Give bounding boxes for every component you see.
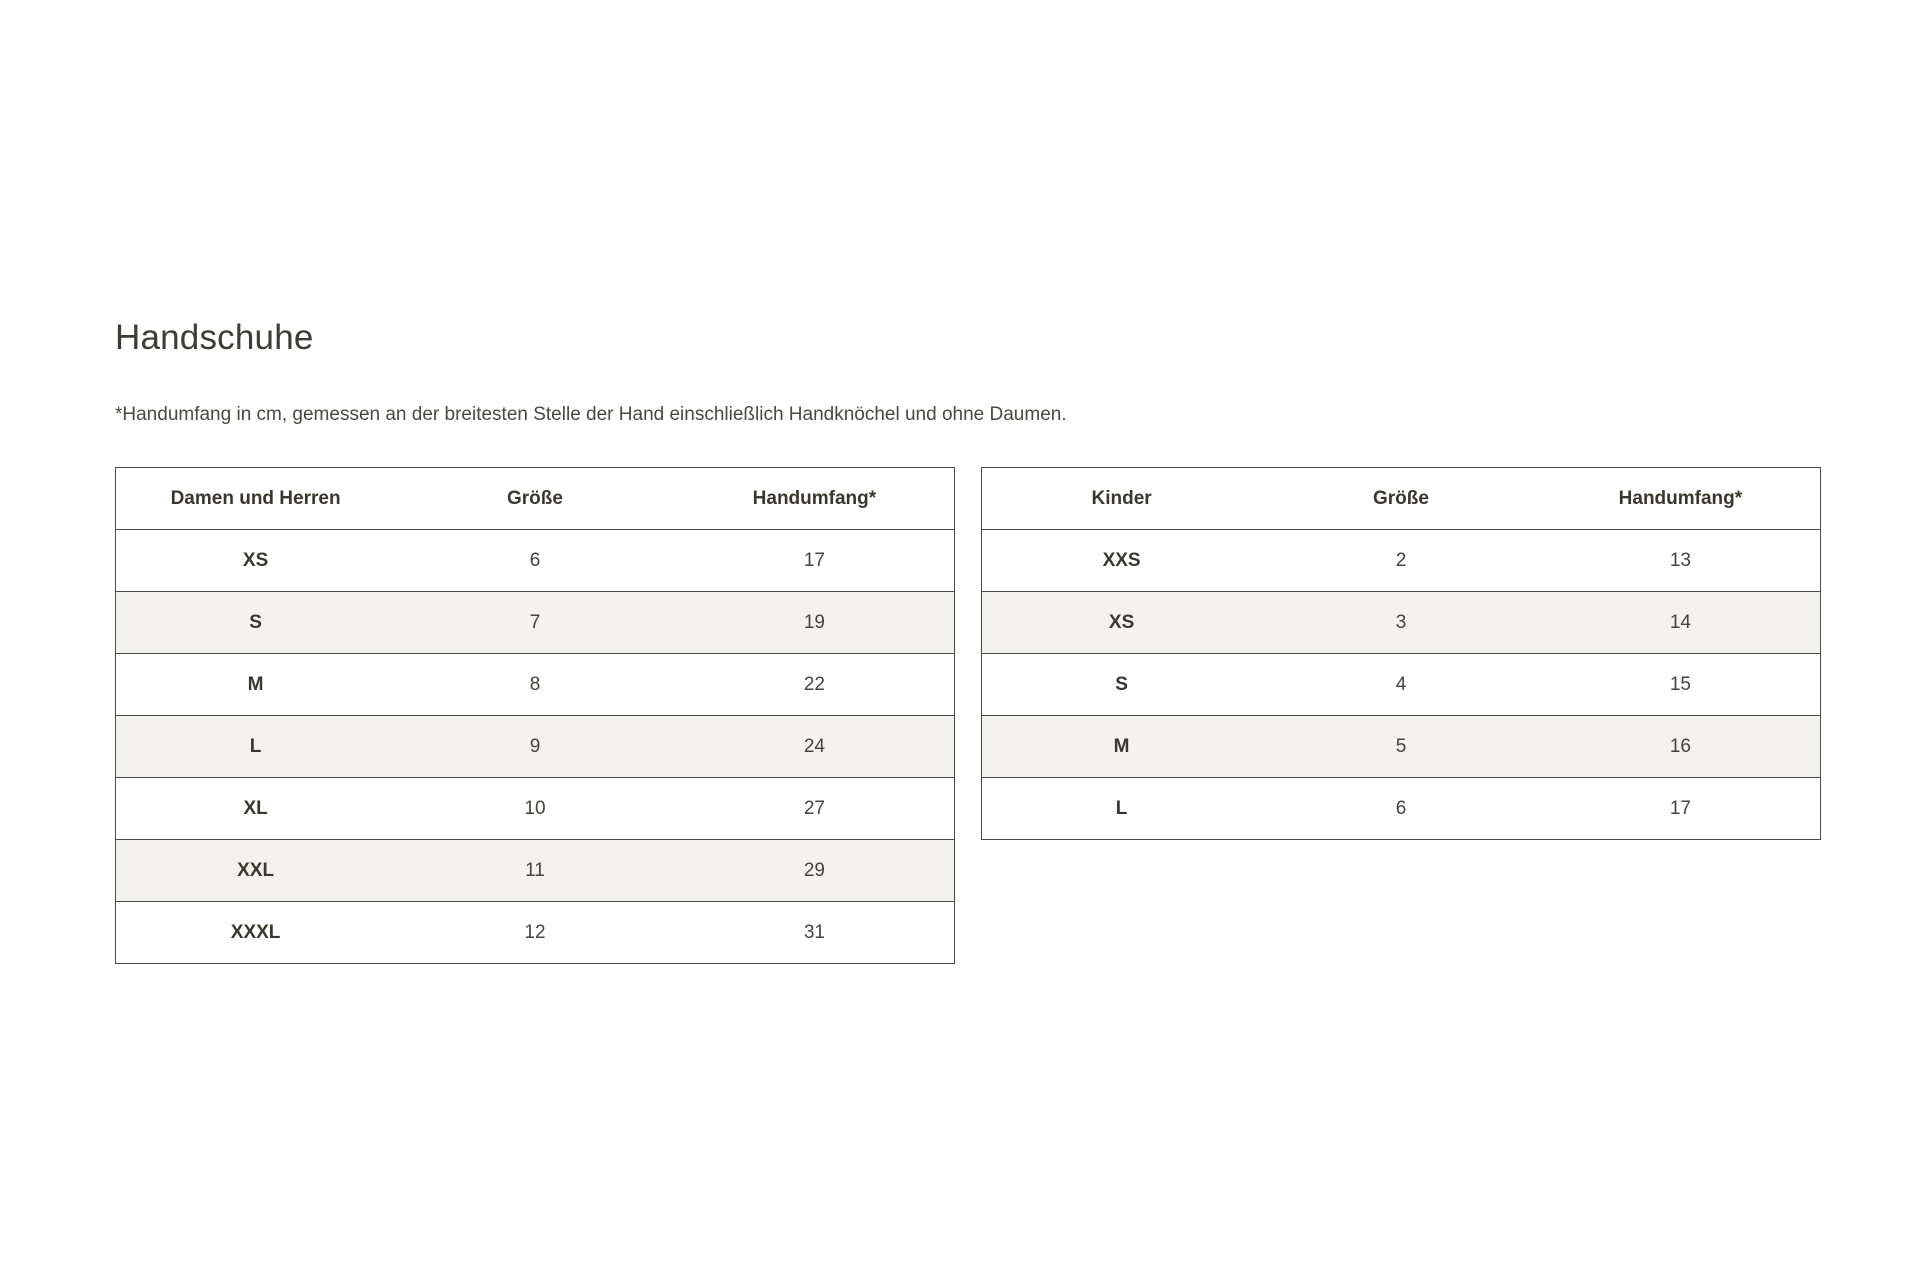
size-number-cell: 11 [395, 840, 675, 902]
size-number-cell: 9 [395, 716, 675, 778]
size-label-cell: M [116, 654, 396, 716]
column-header-hand-circumference: Handumfang* [675, 468, 955, 530]
size-label-cell: XXS [982, 530, 1262, 592]
table-row [116, 902, 955, 964]
table-row [982, 592, 1821, 654]
size-label-cell: XXL [116, 840, 396, 902]
page-title: Handschuhe [115, 318, 314, 357]
size-number-cell: 10 [395, 778, 675, 840]
size-number-cell: 5 [1261, 716, 1541, 778]
column-header-category: Kinder [982, 468, 1262, 530]
hand-circumference-cell: 22 [675, 654, 955, 716]
hand-circumference-cell: 31 [675, 902, 955, 964]
hand-circumference-cell: 27 [675, 778, 955, 840]
hand-circumference-cell: 19 [675, 592, 955, 654]
table-header-row [982, 468, 1821, 530]
table-row [116, 654, 955, 716]
table-row [116, 592, 955, 654]
hand-circumference-cell: 13 [1541, 530, 1821, 592]
table-row [116, 840, 955, 902]
size-label-cell: S [116, 592, 396, 654]
column-header-hand-circumference: Handumfang* [1541, 468, 1821, 530]
size-number-cell: 7 [395, 592, 675, 654]
size-number-cell: 6 [1261, 778, 1541, 840]
table-row [982, 778, 1821, 840]
hand-circumference-cell: 24 [675, 716, 955, 778]
hand-circumference-cell: 14 [1541, 592, 1821, 654]
table-row [982, 716, 1821, 778]
table-row [982, 530, 1821, 592]
column-header-size: Größe [1261, 468, 1541, 530]
size-label-cell: XS [982, 592, 1262, 654]
hand-circumference-cell: 15 [1541, 654, 1821, 716]
adults-size-table [115, 467, 955, 964]
hand-circumference-cell: 29 [675, 840, 955, 902]
size-number-cell: 4 [1261, 654, 1541, 716]
table-row [116, 778, 955, 840]
size-number-cell: 6 [395, 530, 675, 592]
size-label-cell: XS [116, 530, 396, 592]
size-number-cell: 8 [395, 654, 675, 716]
column-header-size: Größe [395, 468, 675, 530]
size-label-cell: L [116, 716, 396, 778]
size-number-cell: 3 [1261, 592, 1541, 654]
size-number-cell: 2 [1261, 530, 1541, 592]
size-label-cell: L [982, 778, 1262, 840]
size-label-cell: M [982, 716, 1262, 778]
size-label-cell: XL [116, 778, 396, 840]
size-label-cell: S [982, 654, 1262, 716]
hand-circumference-cell: 16 [1541, 716, 1821, 778]
table-row [116, 530, 955, 592]
table-row [116, 716, 955, 778]
hand-circumference-cell: 17 [1541, 778, 1821, 840]
measurement-note: *Handumfang in cm, gemessen an der breitesten Stelle der Hand einschließlich Handknöchel und ohne Daumen. [115, 404, 1067, 425]
table-row [982, 654, 1821, 716]
size-number-cell: 12 [395, 902, 675, 964]
column-header-category: Damen und Herren [116, 468, 396, 530]
size-label-cell: XXXL [116, 902, 396, 964]
hand-circumference-cell: 17 [675, 530, 955, 592]
kids-size-table [981, 467, 1821, 840]
table-header-row [116, 468, 955, 530]
